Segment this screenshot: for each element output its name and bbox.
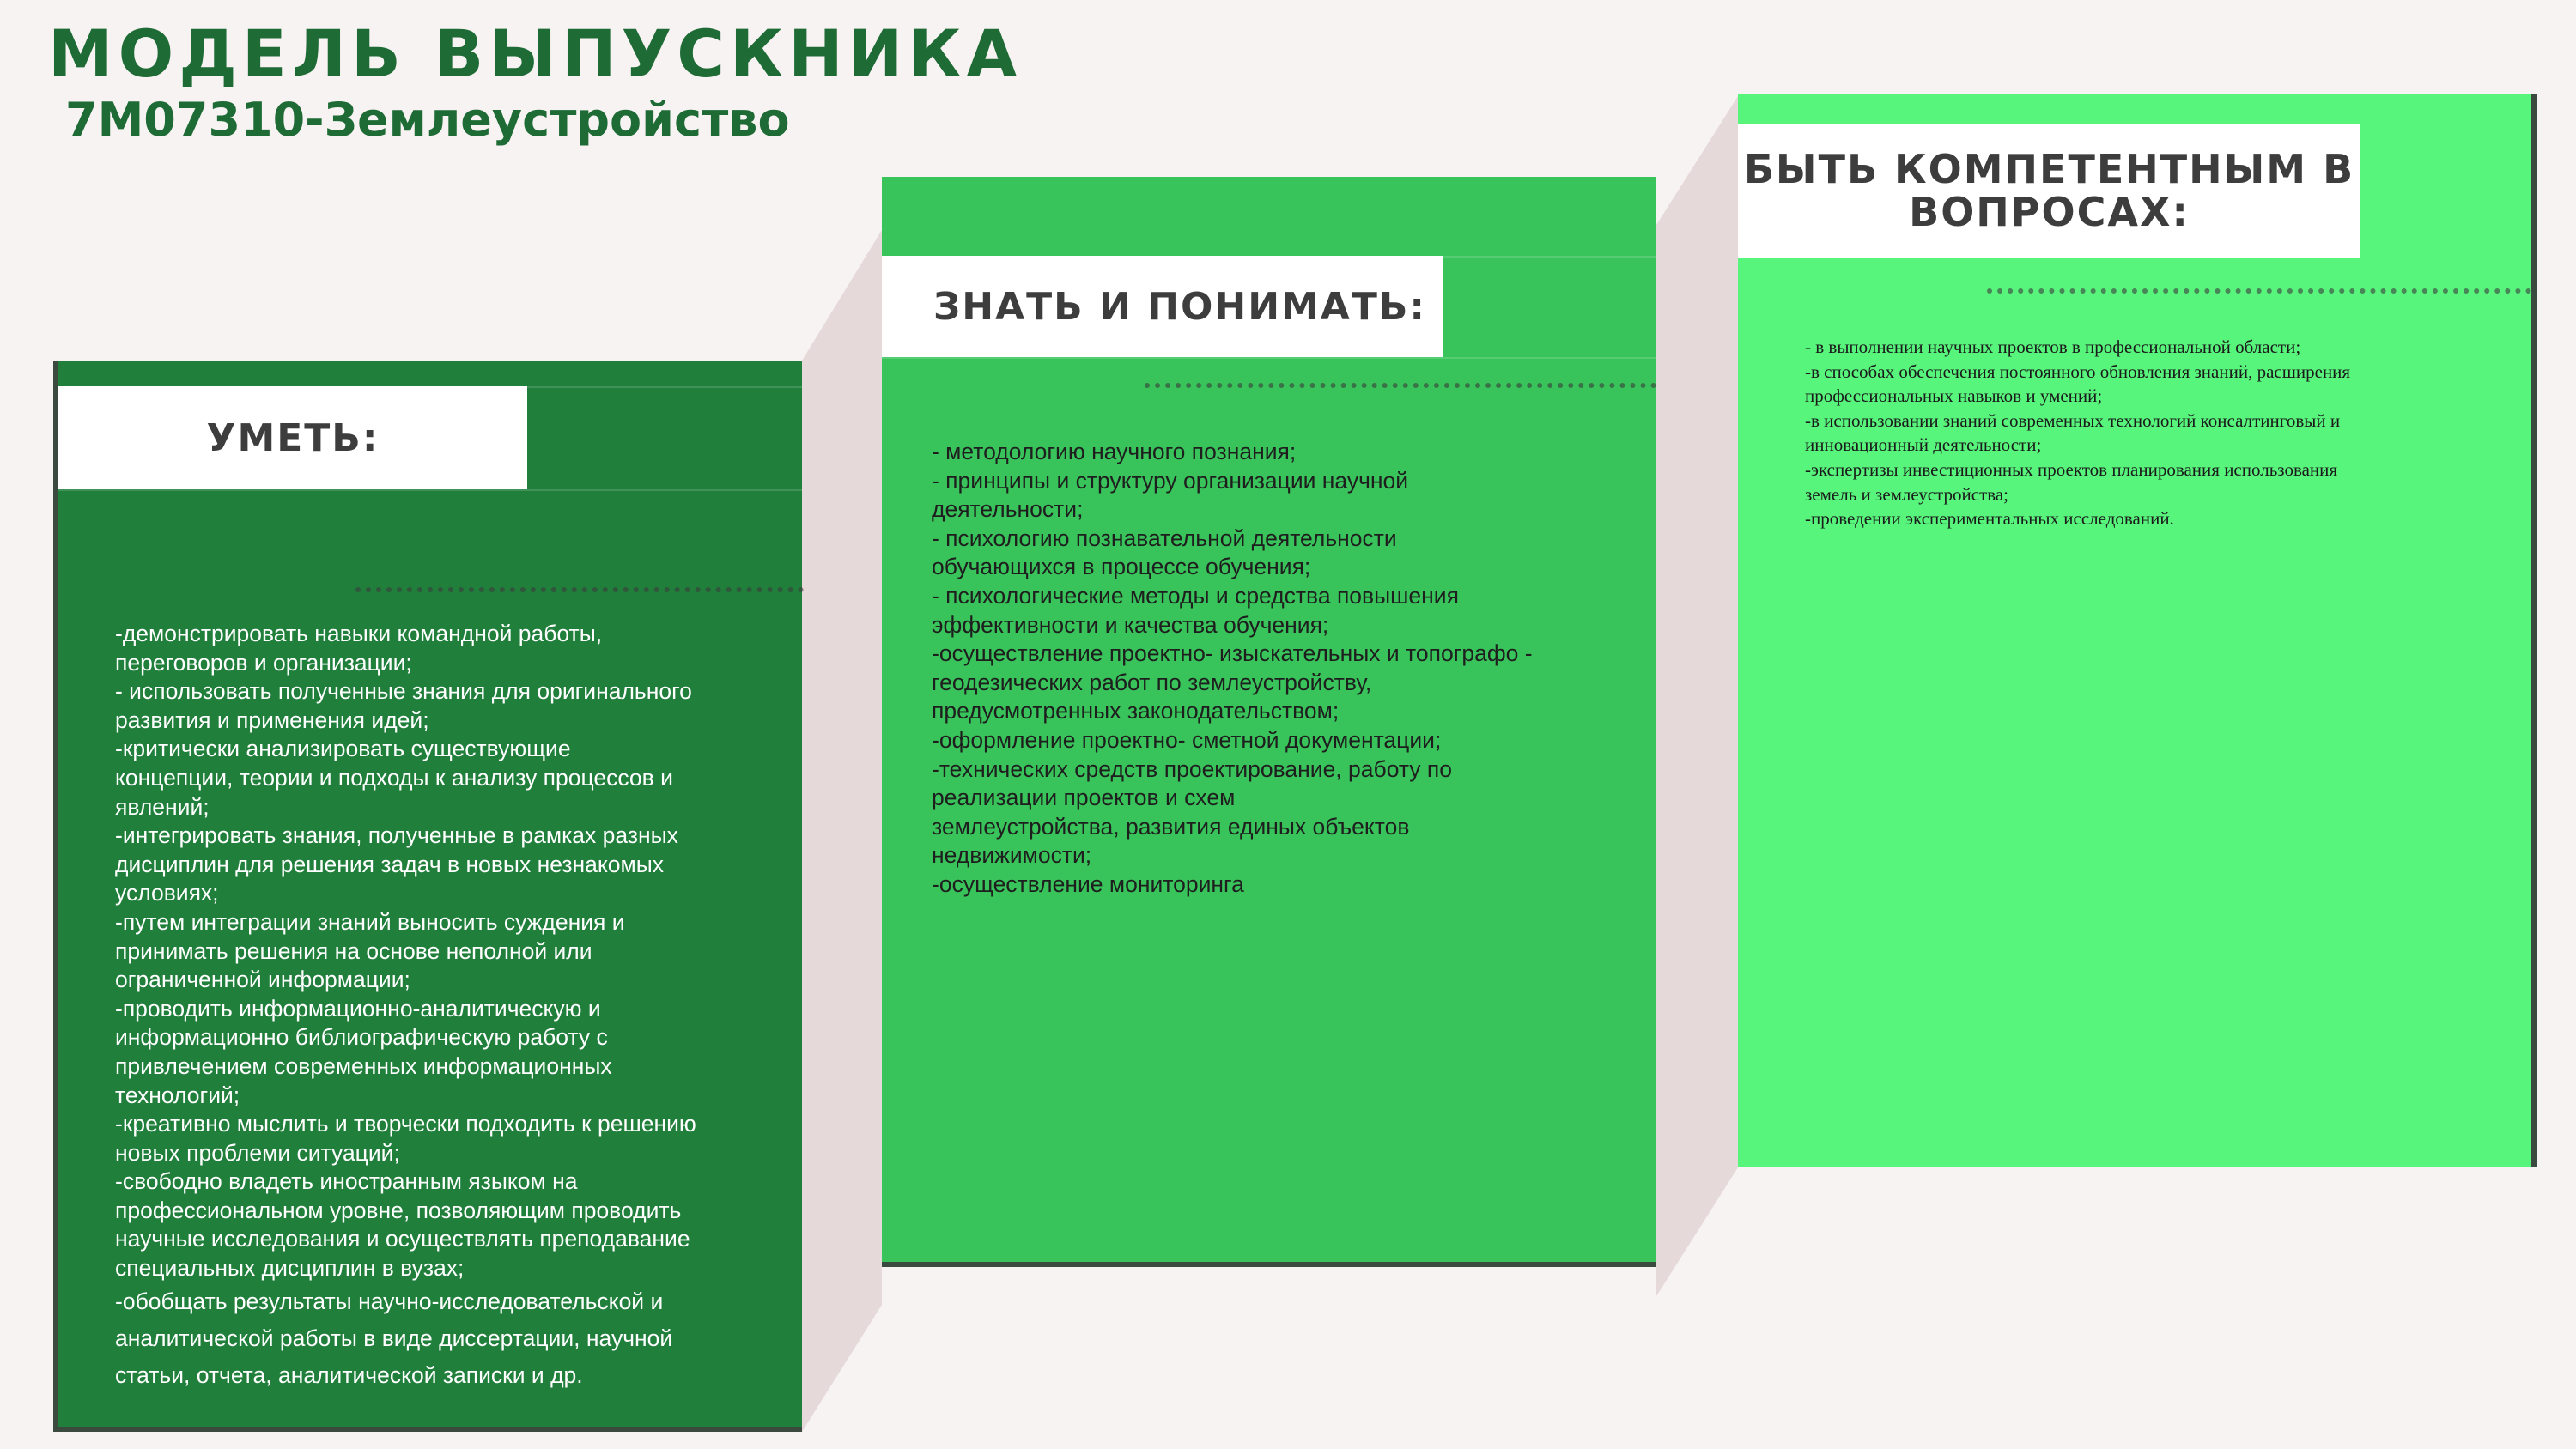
list-line: - в выполнении научных проектов в профессиональной области;	[1805, 336, 2301, 357]
list-line: эффективности и качества обучения;	[932, 611, 1329, 638]
panel-heading-knowledge: ЗНАТЬ И ПОНИМАТЬ:	[882, 256, 1443, 357]
list-line: концепции, теории и подходы к анализу процессов и	[115, 764, 673, 791]
page-subtitle: 7М07310-Землеустройство	[65, 93, 790, 147]
list-line: развития и применения идей;	[115, 706, 429, 733]
list-line: новых проблеми ситуаций;	[115, 1139, 400, 1166]
list-line: - принципы и структуру организации научной	[932, 467, 1409, 494]
list-line: -обобщать результаты научно-исследовательской и	[115, 1288, 664, 1314]
list-line: деятельности;	[932, 496, 1084, 523]
heading-line: БЫТЬ КОМПЕТЕНТНЫМ В	[1743, 146, 2355, 192]
list-line: научные исследования и осуществлять преподавание	[115, 1226, 690, 1252]
list-line: -технических средств проектирование, работу по	[932, 755, 1452, 782]
list-line: -экспертизы инвестиционных проектов планирования использования	[1805, 458, 2338, 480]
list-line: -интегрировать знания, полученные в рамках разных	[115, 822, 678, 849]
dotted-divider	[355, 587, 804, 592]
list-line: -осуществление мониторинга	[932, 870, 1244, 897]
list-line: -проведении экспериментальных исследований.	[1805, 508, 2174, 530]
dotted-divider	[1987, 288, 2531, 294]
list-line: статьи, отчета, аналитической записки и др.	[115, 1361, 583, 1388]
panel-competence	[1738, 94, 2537, 1167]
page-title: МОДЕЛЬ ВЫПУСКНИКА	[48, 15, 1023, 92]
panel-knowledge	[882, 177, 1656, 1267]
list-line: -в способах обеспечения постоянного обновления знаний, расширения	[1805, 361, 2351, 382]
list-line: -в использовании знаний современных технологий консалтинговый и	[1805, 409, 2341, 431]
list-line: дисциплин для решения задач в новых незнакомых	[115, 851, 665, 877]
list-line: привлечением современных информационных	[115, 1052, 612, 1079]
divider	[58, 489, 802, 491]
list-line: -оформление проектно- сметной документации;	[932, 726, 1442, 753]
list-line: принимать решения на основе неполной или	[115, 937, 592, 964]
list-line: -свободно владеть иностранным языком на	[115, 1168, 578, 1195]
list-line: обучающихся в процессе обучения;	[932, 554, 1311, 580]
panel-heading-skills: УМЕТЬ:	[58, 386, 527, 489]
knowledge-list	[932, 438, 1605, 900]
panel-skills	[53, 361, 802, 1432]
list-line: предусмотренных законодательством;	[932, 698, 1340, 724]
list-line: переговоров и организации;	[115, 649, 412, 676]
list-line: явлений;	[115, 793, 210, 820]
list-line: землеустройства, развития единых объектов	[932, 813, 1410, 840]
list-line: -критически анализировать существующие	[115, 736, 571, 762]
skills-list	[115, 620, 750, 1394]
list-line: аналитической работы в виде диссертации, научной	[115, 1325, 673, 1351]
list-line: -путем интеграции знаний выносить суждения и	[115, 908, 625, 935]
list-line: земель и землеустройства;	[1805, 483, 2008, 505]
divider	[882, 357, 1656, 359]
competence-list	[1805, 335, 2499, 531]
dotted-divider	[1145, 383, 1656, 388]
list-line: ограниченной информации;	[115, 967, 410, 993]
list-line: -проводить информационно-аналитическую и	[115, 995, 601, 1022]
heading-line: ВОПРОСАХ:	[1909, 189, 2190, 235]
list-line: профессиональных навыков и умений;	[1805, 385, 2103, 407]
list-line: - психологические методы и средства повышения	[932, 582, 1459, 609]
list-line: специальных дисциплин в вузах;	[115, 1255, 465, 1282]
connector-right	[1656, 96, 1738, 1296]
connector-left	[802, 230, 882, 1432]
list-line: -осуществление проектно- изыскательных и топографо -	[932, 640, 1533, 667]
panel-heading-competence	[1738, 124, 2360, 258]
list-line: информационно библиографическую работу с	[115, 1024, 608, 1051]
list-line: - методологию научного познания;	[932, 439, 1297, 464]
list-line: -креативно мыслить и творчески подходить к решению	[115, 1111, 696, 1137]
list-line: реализации проектов и схем	[932, 785, 1236, 811]
list-line: недвижимости;	[932, 842, 1092, 869]
list-line: -демонстрировать навыки командной работы,	[115, 621, 603, 646]
list-line: условиях;	[115, 880, 219, 906]
list-line: инновационный деятельности;	[1805, 434, 2042, 456]
list-line: - использовать полученные знания для оригинального	[115, 678, 692, 705]
list-line: технологий;	[115, 1082, 240, 1108]
list-line: геодезических работ по землеустройству,	[932, 669, 1372, 695]
list-line: профессиональном уровне, позволяющим проводить	[115, 1197, 682, 1223]
list-line: - психологию познавательной деятельности	[932, 524, 1397, 551]
